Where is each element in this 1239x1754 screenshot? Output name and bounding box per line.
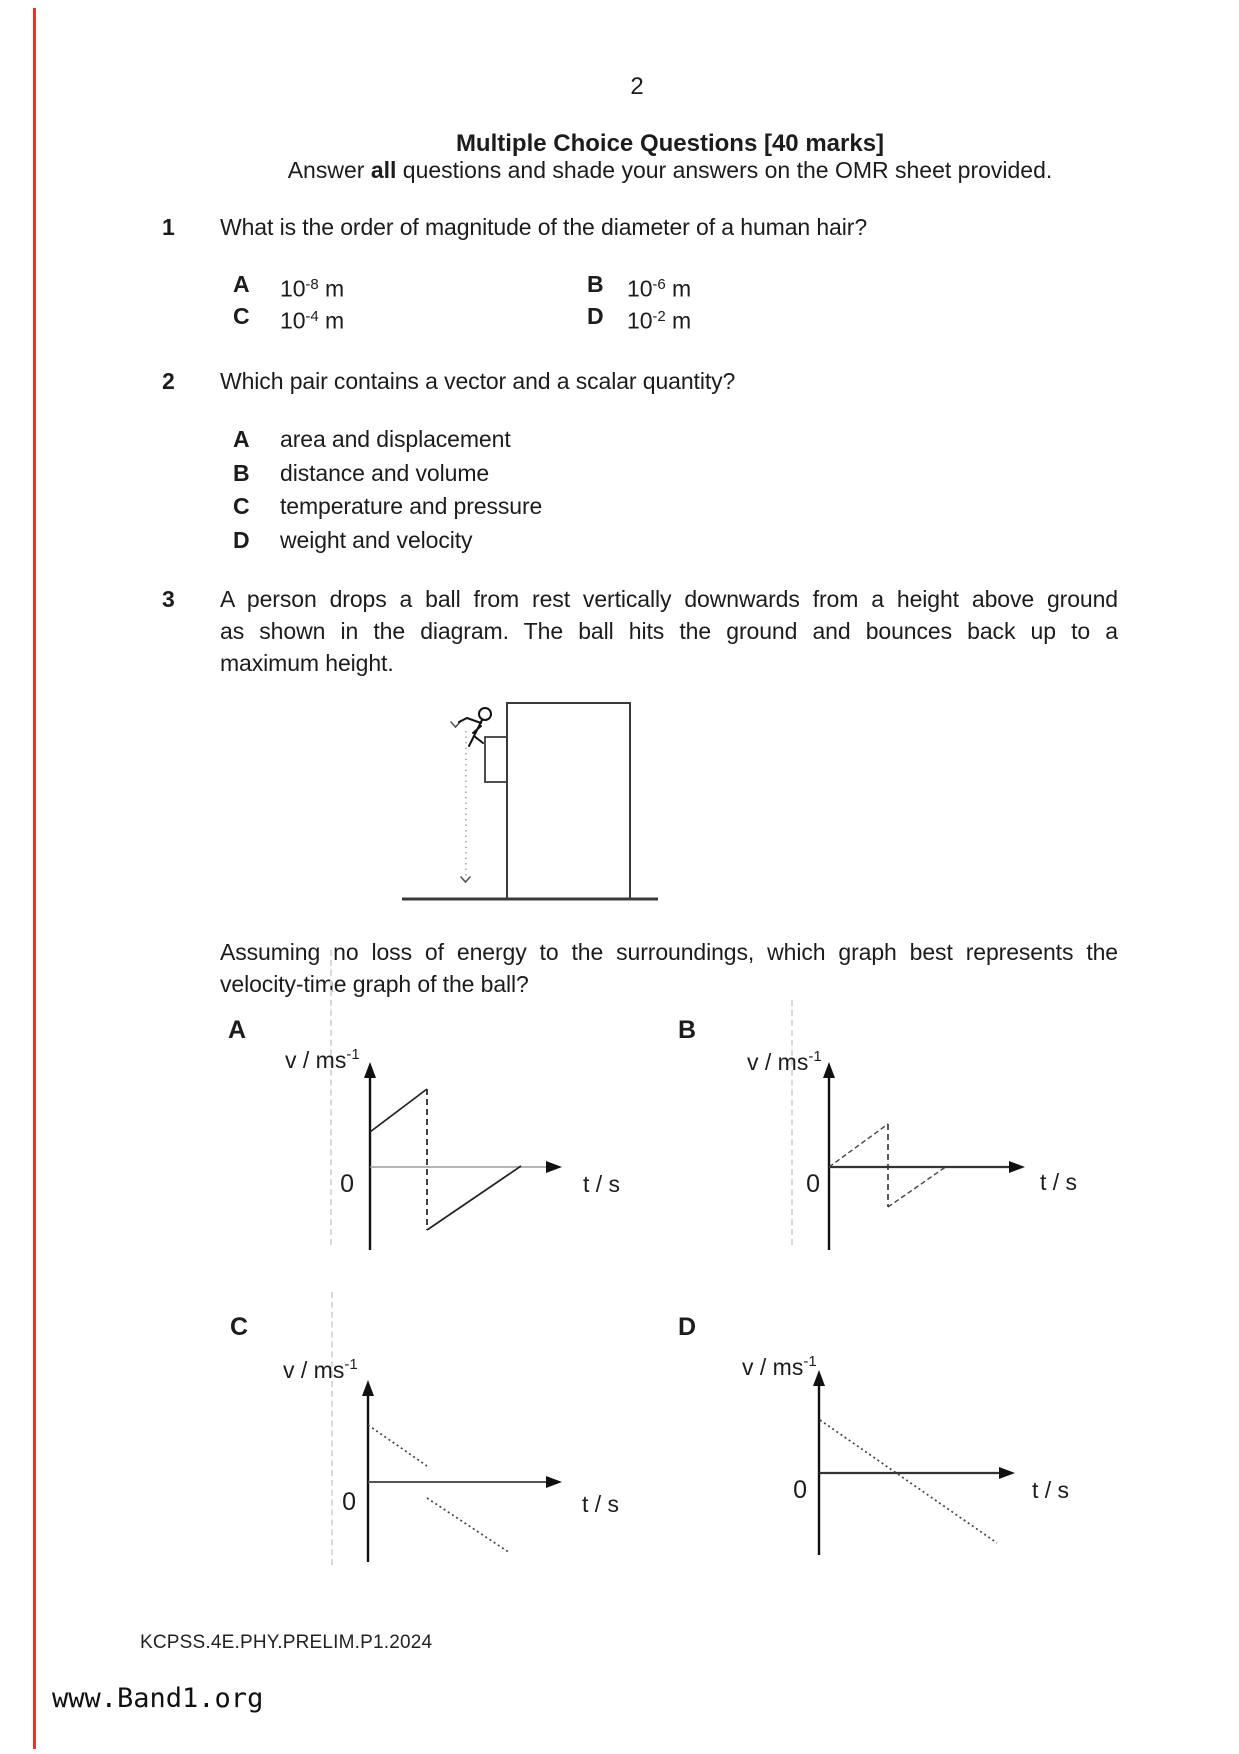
q1-option-a-label: A [233,271,250,297]
q3-followup-line-1: Assuming no loss of energy to the surroundings, which graph best represents the [220,939,1118,965]
graph-d-line-fall [820,1420,997,1543]
graph-b-plot [650,1010,1120,1260]
building [507,703,630,899]
q3-line-2: as shown in the diagram. The ball hits the ground and bounces back up to a [220,618,1118,644]
q2-option-b-label: B [233,460,250,486]
graph-c-yaxis-arrow [362,1380,374,1396]
q3-diagram [395,695,665,907]
graph-a-yaxis-arrow [364,1062,376,1078]
q1-option-d-value [627,300,691,337]
graph-a-origin: 0 [340,1170,354,1198]
q2-option-d-text: weight and velocity [280,527,473,553]
left-red-watermark-line [33,8,36,1749]
graph-c-xlabel: t / s [582,1491,620,1517]
page-title: Multiple Choice Questions [40 marks] [455,130,885,157]
graph-b-origin: 0 [806,1170,820,1198]
graph-b-yaxis-arrow [823,1062,835,1078]
graph-b-line-rise1 [829,1124,888,1167]
graph-c-line-fall2 [427,1498,510,1553]
q1-option-c-value [280,300,344,337]
q1-c-base: 10 [280,307,306,334]
q1-a-base: 10 [280,275,306,302]
graph-a-plot [200,1010,620,1260]
q3-followup-line-2: velocity-time graph of the ball? [220,971,529,997]
stick-figure [459,708,491,746]
q3-line-1: A person drops a ball from rest vertically downwards from a height above ground [220,586,1118,612]
graph-c-origin: 0 [342,1488,356,1516]
q2-option-a-label: A [233,426,250,452]
graph-d-xlabel: t / s [1032,1477,1070,1503]
graph-d-yaxis-arrow [813,1370,825,1386]
q1-text: What is the order of magnitude of the diameter of a human hair? [220,214,868,240]
q2-option-c-label: C [233,493,250,519]
graph-a-label: A [228,1016,247,1044]
footer-watermark-url: www.Band1.org [52,1683,264,1714]
q1-d-exp: -2 [652,308,666,325]
q1-number: 1 [162,214,175,240]
instruction-prefix: Answer [287,157,371,183]
q1-c-exp: -4 [305,308,319,325]
stick-figure-arm-reaching [459,718,481,723]
instruction-suffix: questions and shade your answers on the OMR sheet provided. [396,157,1053,183]
q2-option-a-text: area and displacement [280,426,511,452]
q3-followup [220,936,1118,1000]
q2-option-c-text: temperature and pressure [280,493,543,519]
graph-c-label: C [230,1313,249,1341]
q1-option-c-label: C [233,303,250,329]
graph-b-xlabel: t / s [1040,1169,1078,1195]
graph-d-ylabel: v / $ms^{-1}$ [742,1353,817,1380]
q1-d-unit: m [672,307,692,334]
graph-a-ylabel: v / $ms^{-1}$ [285,1046,360,1073]
q2-text: Which pair contains a vector and a scalar quantity? [220,368,736,394]
graph-a-line-rise2 [427,1166,521,1230]
q1-option-b-label: B [587,271,604,297]
q1-d-base: 10 [627,307,653,334]
graph-d-origin: 0 [793,1476,807,1504]
footer-paper-code: KCPSS.4E.PHY.PRELIM.P1.2024 [140,1632,433,1653]
q2-option-b-text: distance and volume [280,460,490,486]
q3-line-3: maximum height. [220,650,394,676]
graph-b-ylabel: v / $ms^{-1}$ [747,1048,822,1075]
q1-a-exp: -8 [305,276,319,293]
q1-b-base: 10 [627,275,653,302]
q1-b-unit: m [672,275,692,302]
graph-a-line-rise1 [370,1089,427,1132]
graph-b-label: B [678,1016,697,1044]
q3-number: 3 [162,586,175,612]
q2-number: 2 [162,368,175,394]
q1-a-unit: m [325,275,345,302]
q1-option-d-label: D [587,303,604,329]
q3-paragraph [220,583,1118,679]
q1-c-unit: m [325,307,345,334]
graph-c-line-fall1 [368,1425,427,1466]
graph-c-ylabel: v / $ms^{-1}$ [283,1356,358,1383]
graph-d-plot [650,1300,1130,1562]
instruction-bold-all: all [370,157,397,183]
graph-b-line-rise2 [888,1166,947,1207]
graph-a-xlabel: t / s [583,1171,620,1197]
page-number: 2 [630,73,644,100]
stick-figure-head [479,708,491,720]
graph-c-plot [200,1300,630,1570]
balcony-ledge [485,737,507,782]
graph-c-xaxis-arrow [546,1476,562,1488]
graph-d-xaxis-arrow [999,1467,1015,1479]
stick-figure-legs [469,736,483,746]
drop-arrow-bottom [461,877,470,882]
q1-b-exp: -6 [652,276,666,293]
q2-option-d-label: D [233,527,250,553]
graph-d-label: D [678,1313,697,1341]
instruction-line [220,156,1120,184]
graph-a-xaxis-arrow [546,1161,562,1173]
graph-b-xaxis-arrow [1009,1161,1025,1173]
